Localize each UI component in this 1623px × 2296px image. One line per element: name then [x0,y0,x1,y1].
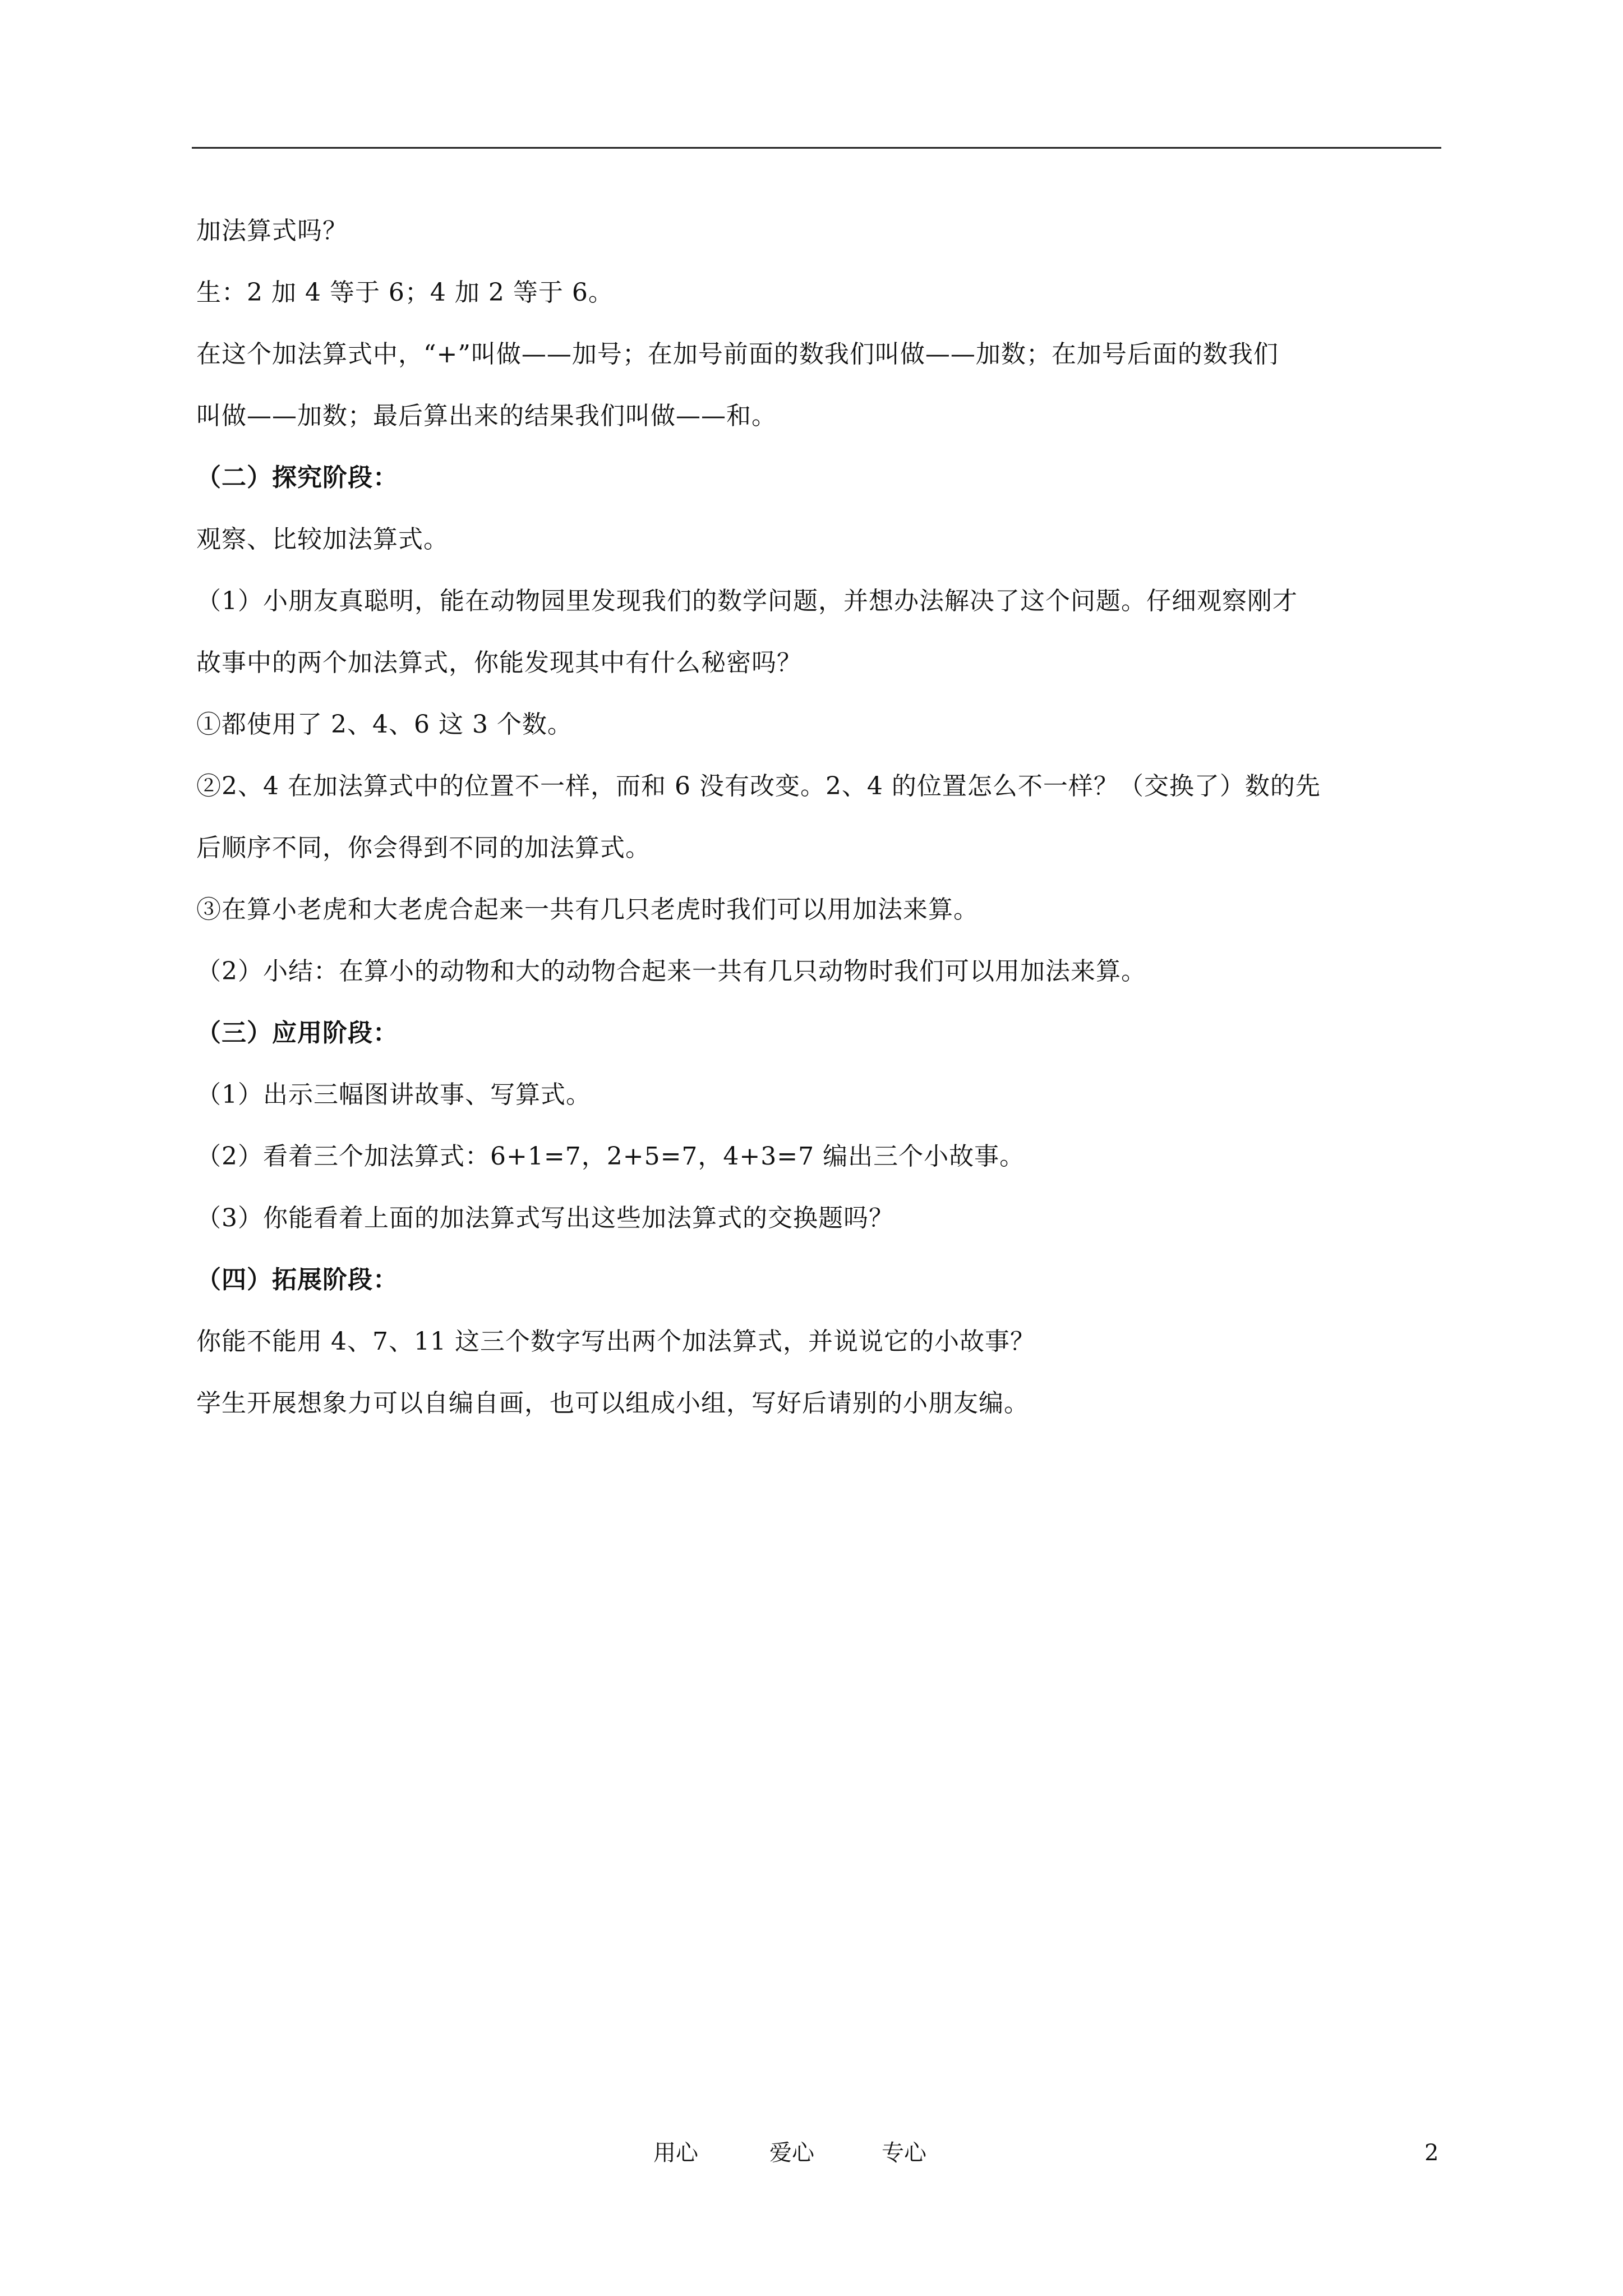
text-line: ②2、4 在加法算式中的位置不一样，而和 6 没有改变。2、4 的位置怎么不一样？（交换了）数的先 [196,772,1321,800]
section-heading: （三）应用阶段： [196,1019,398,1047]
page-number: 2 [1424,2140,1439,2166]
text-line: 你能不能用 4、7、11 这三个数字写出两个加法算式，并说说它的小故事？ [196,1327,1035,1356]
text-line: 学生开展想象力可以自编自画，也可以组成小组，写好后请别的小朋友编。 [196,1389,1029,1418]
text-line: 观察、比较加法算式。 [196,525,449,554]
text-line: （2）看着三个加法算式：6+1=7，2+5=7，4+3=7 编出三个小故事。 [196,1142,1025,1171]
text-line: （1）出示三幅图讲故事、写算式。 [196,1080,591,1109]
text-line: 后顺序不同，你会得到不同的加法算式。 [196,834,651,862]
text-line: ①都使用了 2、4、6 这 3 个数。 [196,710,573,739]
text-line: （3）你能看着上面的加法算式写出这些加法算式的交换题吗？ [196,1204,894,1232]
text-line: ③在算小老虎和大老虎合起来一共有几只老虎时我们可以用加法来算。 [196,895,979,924]
footer-motto-3: 专心 [882,2140,926,2166]
section-heading: （四）拓展阶段： [196,1266,398,1294]
text-line: 在这个加法算式中，“+”叫做——加号；在加号前面的数我们叫做——加数；在加号后面的数我们 [196,340,1279,369]
text-line: 加法算式吗？ [196,217,348,245]
text-line: 故事中的两个加法算式，你能发现其中有什么秘密吗？ [196,648,802,677]
header-rule [192,147,1441,149]
text-line: （2）小结：在算小的动物和大的动物合起来一共有几只动物时我们可以用加法来算。 [196,957,1146,986]
section-heading: （二）探究阶段： [196,463,398,492]
text-line: 生：2 加 4 等于 6；4 加 2 等于 6。 [196,278,614,307]
footer-motto-2: 爱心 [769,2140,814,2166]
text-line: 叫做——加数；最后算出来的结果我们叫做——和。 [196,402,777,430]
footer-motto-1: 用心 [653,2140,698,2166]
text-line: （1）小朋友真聪明，能在动物园里发现我们的数学问题，并想办法解决了这个问题。仔细观察刚才 [196,587,1298,615]
